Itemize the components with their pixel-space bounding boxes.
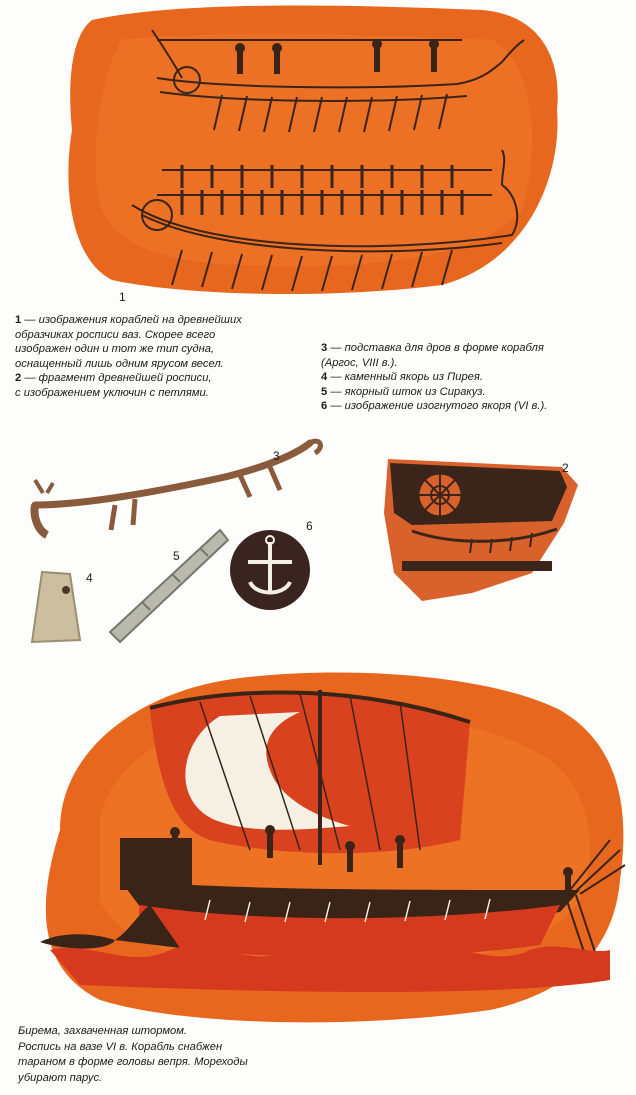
label-2: 2 — [562, 461, 569, 475]
caption-left-line: 1 — изображения кораблей на древнейших — [15, 314, 242, 326]
vase-fragment-illustration — [382, 453, 582, 603]
caption-right — [321, 341, 621, 414]
caption-left-line: с изображением уключин с петлями. — [15, 386, 209, 399]
anchor-stock-illustration — [102, 522, 232, 647]
caption-right-line: (Аргос, VIII в.). — [321, 356, 398, 369]
caption-left-line: изображен один и тот же тип судна, — [15, 343, 215, 356]
label-5: 5 — [173, 549, 180, 563]
bottom-caption-line: Роспись на вазе VI в. Корабль снабжен — [18, 1040, 223, 1053]
caption-right-line: 6 — изображение изогнутого якоря (VI в.). — [321, 400, 548, 413]
bottom-caption-line: тараном в форме головы вепря. Мореходы — [18, 1056, 248, 1068]
caption-left-line: оснащенный лишь одним ярусом весел. — [15, 357, 224, 370]
caption-right-line: 3 — подставка для дров в форме корабля — [321, 342, 544, 354]
caption-left-line: 2 — фрагмент древнейшей росписи, — [15, 372, 212, 385]
bireme-storm-painting — [20, 650, 630, 1025]
caption-left-line: образчиках росписи ваз. Скорее всего — [15, 328, 216, 341]
caption-right-line: 5 — якорный шток из Сиракуз. — [321, 385, 486, 398]
figure-number-1: 1 — [119, 290, 126, 304]
curved-anchor-medallion — [228, 528, 312, 612]
caption-left — [15, 313, 305, 401]
ancient-ships-painting — [62, 0, 562, 300]
bottom-caption-line: Бирема, захваченная штормом. — [18, 1025, 187, 1037]
bottom-caption — [18, 1024, 378, 1086]
label-4: 4 — [86, 571, 93, 585]
bottom-caption-line: убирают парус. — [18, 1071, 103, 1084]
label-6: 6 — [306, 519, 313, 533]
caption-right-line: 4 — каменный якорь из Пирея. — [321, 371, 483, 384]
label-3: 3 — [273, 449, 280, 463]
stone-anchor-illustration — [28, 568, 84, 648]
